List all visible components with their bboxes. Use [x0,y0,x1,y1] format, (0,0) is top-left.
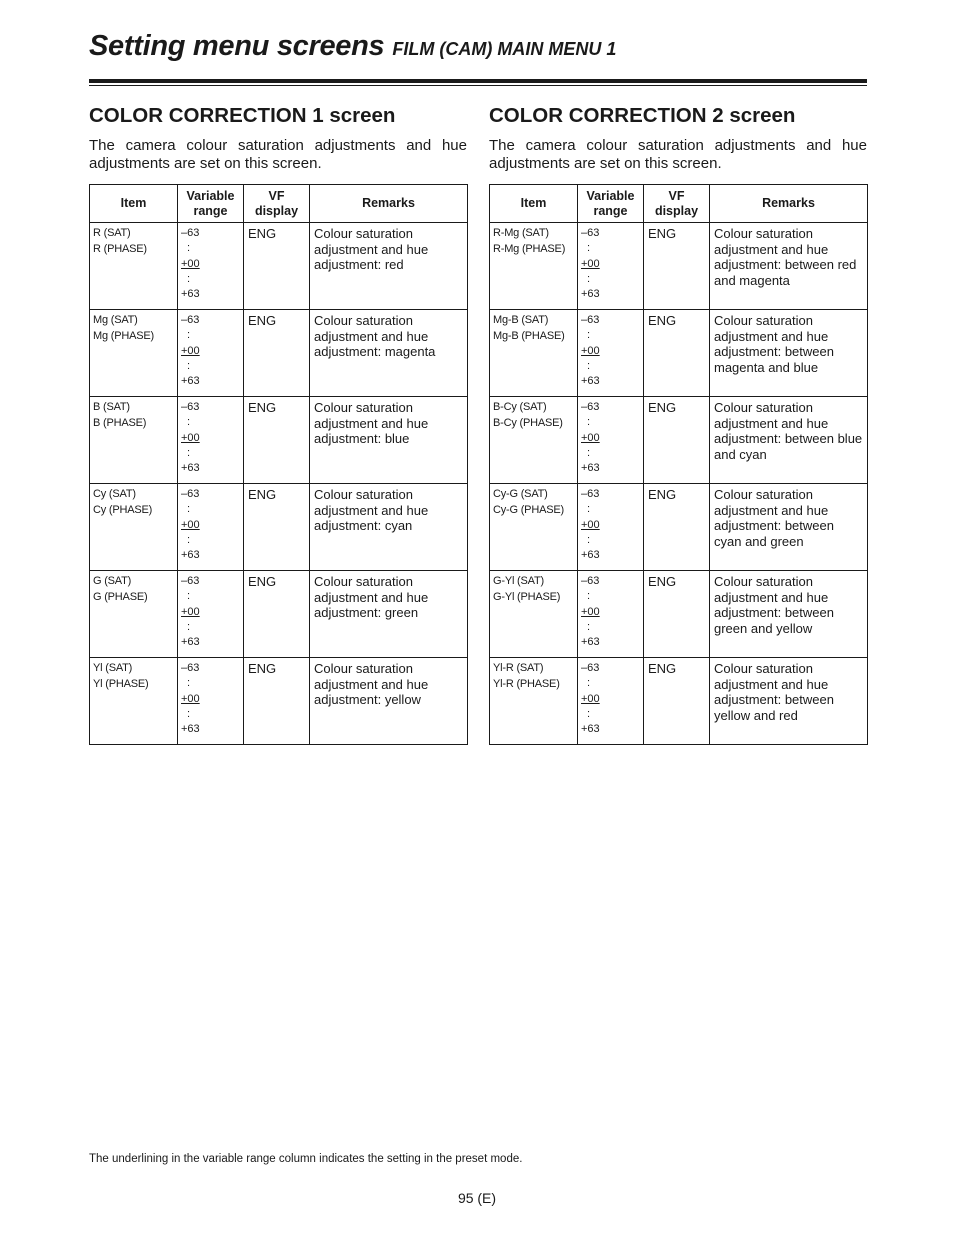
variable-range-cell [578,397,644,484]
page-title: Setting menu screens [89,30,385,62]
section-heading: COLOR CORRECTION 2 screen [489,104,796,127]
header-vf-line2: display [254,203,299,218]
range-min: –63 [581,575,600,587]
vf-display-cell: ENG [244,658,310,745]
item-cell [490,571,578,658]
remarks-cell: Colour saturation adjustment and hue adjustment: between cyan and green [710,484,868,571]
item-phase: G-Yl (PHASE) [493,590,561,603]
range-max: +63 [181,288,200,301]
header-vf-display [244,185,310,223]
range-separator: : [187,620,191,633]
range-separator: : [187,416,191,429]
range-separator: : [587,329,591,342]
range-max: +63 [181,375,200,388]
remarks-cell: Colour saturation adjustment and hue adjustment: between red and magenta [710,223,868,310]
range-preset: +00 [181,344,200,357]
header-item: Item [490,185,578,223]
remarks-cell: Colour saturation adjustment and hue adjustment: red [310,223,468,310]
range-preset: +00 [581,257,600,270]
item-phase: G (PHASE) [93,590,148,603]
range-separator: : [587,359,591,372]
settings-table [89,184,468,745]
item-cell [490,223,578,310]
item-phase: Yl (PHASE) [93,677,149,690]
vf-display-cell: ENG [244,484,310,571]
vf-display-cell: ENG [244,310,310,397]
range-max: +63 [581,288,600,301]
range-separator: : [187,242,191,255]
header-vf-line1: VF [668,188,685,203]
vf-display-cell: ENG [644,397,710,484]
item-sat: R (SAT) [93,227,131,239]
header-range-line2: range [193,203,228,218]
item-sat: R-Mg (SAT) [493,227,549,239]
table-header-row [490,185,868,223]
vf-display-cell: ENG [644,484,710,571]
range-max: +63 [581,723,600,736]
range-max: +63 [181,723,200,736]
range-separator: : [587,272,591,285]
header-range-line1: Variable [186,188,235,203]
remarks-cell: Colour saturation adjustment and hue adjustment: blue [310,397,468,484]
range-min: –63 [181,488,200,500]
range-separator: : [587,620,591,633]
item-sat: Cy-G (SAT) [493,488,548,500]
variable-range-cell [178,310,244,397]
range-separator: : [587,677,591,690]
remarks-cell: Colour saturation adjustment and hue adjustment: between magenta and blue [710,310,868,397]
range-max: +63 [581,636,600,649]
vf-display-cell: ENG [244,397,310,484]
range-separator: : [187,533,191,546]
item-cell [90,397,178,484]
color-correction-2-section [489,102,867,736]
range-separator: : [587,533,591,546]
item-sat: B (SAT) [93,401,130,413]
range-preset: +00 [581,518,600,531]
range-separator: : [587,416,591,429]
range-separator: : [187,446,191,459]
range-preset: +00 [581,692,600,705]
range-preset: +00 [181,431,200,444]
table-row [90,310,468,397]
variable-range-cell [578,571,644,658]
item-cell [90,223,178,310]
item-phase: R (PHASE) [93,242,147,255]
item-sat: G (SAT) [93,575,132,587]
header-item: Item [90,185,178,223]
vf-display-cell: ENG [244,571,310,658]
range-max: +63 [581,462,600,475]
item-phase: B (PHASE) [93,416,147,429]
header-remarks: Remarks [310,185,468,223]
page-subtitle: FILM (CAM) MAIN MENU 1 [392,39,617,59]
table-row [90,484,468,571]
item-cell [490,397,578,484]
header-vf-line1: VF [268,188,285,203]
table-row [490,658,868,745]
header-remarks: Remarks [710,185,868,223]
remarks-cell: Colour saturation adjustment and hue adjustment: yellow [310,658,468,745]
variable-range-cell [578,484,644,571]
section-intro: The camera colour saturation adjustments and hue adjustments are set on this screen. [489,137,867,172]
table-row [490,223,868,310]
vf-display-cell: ENG [644,571,710,658]
remarks-cell: Colour saturation adjustment and hue adjustment: between green and yellow [710,571,868,658]
range-min: –63 [181,662,200,674]
item-phase: Cy-G (PHASE) [493,503,564,516]
range-separator: : [587,707,591,720]
vf-display-cell: ENG [244,223,310,310]
range-preset: +00 [181,692,200,705]
color-correction-1-section [89,102,467,736]
item-cell [490,310,578,397]
table-row [490,571,868,658]
item-sat: Yl-R (SAT) [493,662,544,674]
item-phase: Cy (PHASE) [93,503,153,516]
variable-range-cell [578,223,644,310]
table-row [490,310,868,397]
table-row [90,571,468,658]
item-phase: R-Mg (PHASE) [493,242,566,255]
range-max: +63 [581,549,600,562]
range-min: –63 [181,314,200,326]
remarks-cell: Colour saturation adjustment and hue adjustment: between blue and cyan [710,397,868,484]
range-min: –63 [581,227,600,239]
item-sat: Yl (SAT) [93,662,133,674]
header-vf-line2: display [654,203,699,218]
item-sat: Cy (SAT) [93,488,136,500]
item-phase: B-Cy (PHASE) [493,416,563,429]
item-cell [90,484,178,571]
range-min: –63 [581,401,600,413]
range-separator: : [587,446,591,459]
range-min: –63 [181,575,200,587]
item-phase: Mg-B (PHASE) [493,329,565,342]
header-range-line1: Variable [586,188,635,203]
header-range-line2: range [593,203,628,218]
item-cell [490,658,578,745]
range-separator: : [587,590,591,603]
item-phase: Mg (PHASE) [93,329,154,342]
range-separator: : [187,590,191,603]
range-max: +63 [581,375,600,388]
page-number: 95 (E) [457,1190,497,1206]
variable-range-cell [178,571,244,658]
range-max: +63 [181,462,200,475]
range-separator: : [187,359,191,372]
header-rule-thin [89,85,867,86]
range-preset: +00 [181,518,200,531]
section-intro: The camera colour saturation adjustments and hue adjustments are set on this screen. [89,137,467,172]
header-variable-range [178,185,244,223]
footnote: The underlining in the variable range column indicates the setting in the preset mode. [89,1153,523,1165]
range-min: –63 [581,662,600,674]
item-phase: Yl-R (PHASE) [493,677,560,690]
range-separator: : [187,329,191,342]
range-preset: +00 [181,605,200,618]
item-sat: Mg (SAT) [93,314,138,326]
range-separator: : [187,503,191,516]
range-min: –63 [181,227,200,239]
remarks-cell: Colour saturation adjustment and hue adjustment: magenta [310,310,468,397]
range-separator: : [587,242,591,255]
range-separator: : [187,677,191,690]
page-header [89,30,867,63]
remarks-cell: Colour saturation adjustment and hue adjustment: cyan [310,484,468,571]
range-min: –63 [581,488,600,500]
settings-table [489,184,868,745]
range-preset: +00 [581,605,600,618]
item-sat: B-Cy (SAT) [493,401,547,413]
table-row [490,397,868,484]
range-min: –63 [581,314,600,326]
item-cell [90,658,178,745]
variable-range-cell [178,484,244,571]
range-max: +63 [181,549,200,562]
variable-range-cell [578,310,644,397]
table-header-row [90,185,468,223]
remarks-cell: Colour saturation adjustment and hue adjustment: between yellow and red [710,658,868,745]
vf-display-cell: ENG [644,310,710,397]
range-separator: : [187,272,191,285]
item-sat: Mg-B (SAT) [493,314,549,326]
vf-display-cell: ENG [644,223,710,310]
range-max: +63 [181,636,200,649]
item-cell [90,571,178,658]
range-preset: +00 [581,344,600,357]
table-row [90,223,468,310]
section-heading: COLOR CORRECTION 1 screen [89,104,396,127]
item-cell [90,310,178,397]
header-rule-thick [89,79,867,83]
range-min: –63 [181,401,200,413]
range-preset: +00 [581,431,600,444]
variable-range-cell [178,397,244,484]
vf-display-cell: ENG [644,658,710,745]
table-row [90,658,468,745]
variable-range-cell [178,658,244,745]
variable-range-cell [178,223,244,310]
item-sat: G-Yl (SAT) [493,575,544,587]
range-separator: : [587,503,591,516]
remarks-cell: Colour saturation adjustment and hue adjustment: green [310,571,468,658]
variable-range-cell [578,658,644,745]
range-separator: : [187,707,191,720]
item-cell [490,484,578,571]
range-preset: +00 [181,257,200,270]
table-row [90,397,468,484]
table-row [490,484,868,571]
header-vf-display [644,185,710,223]
header-variable-range [578,185,644,223]
